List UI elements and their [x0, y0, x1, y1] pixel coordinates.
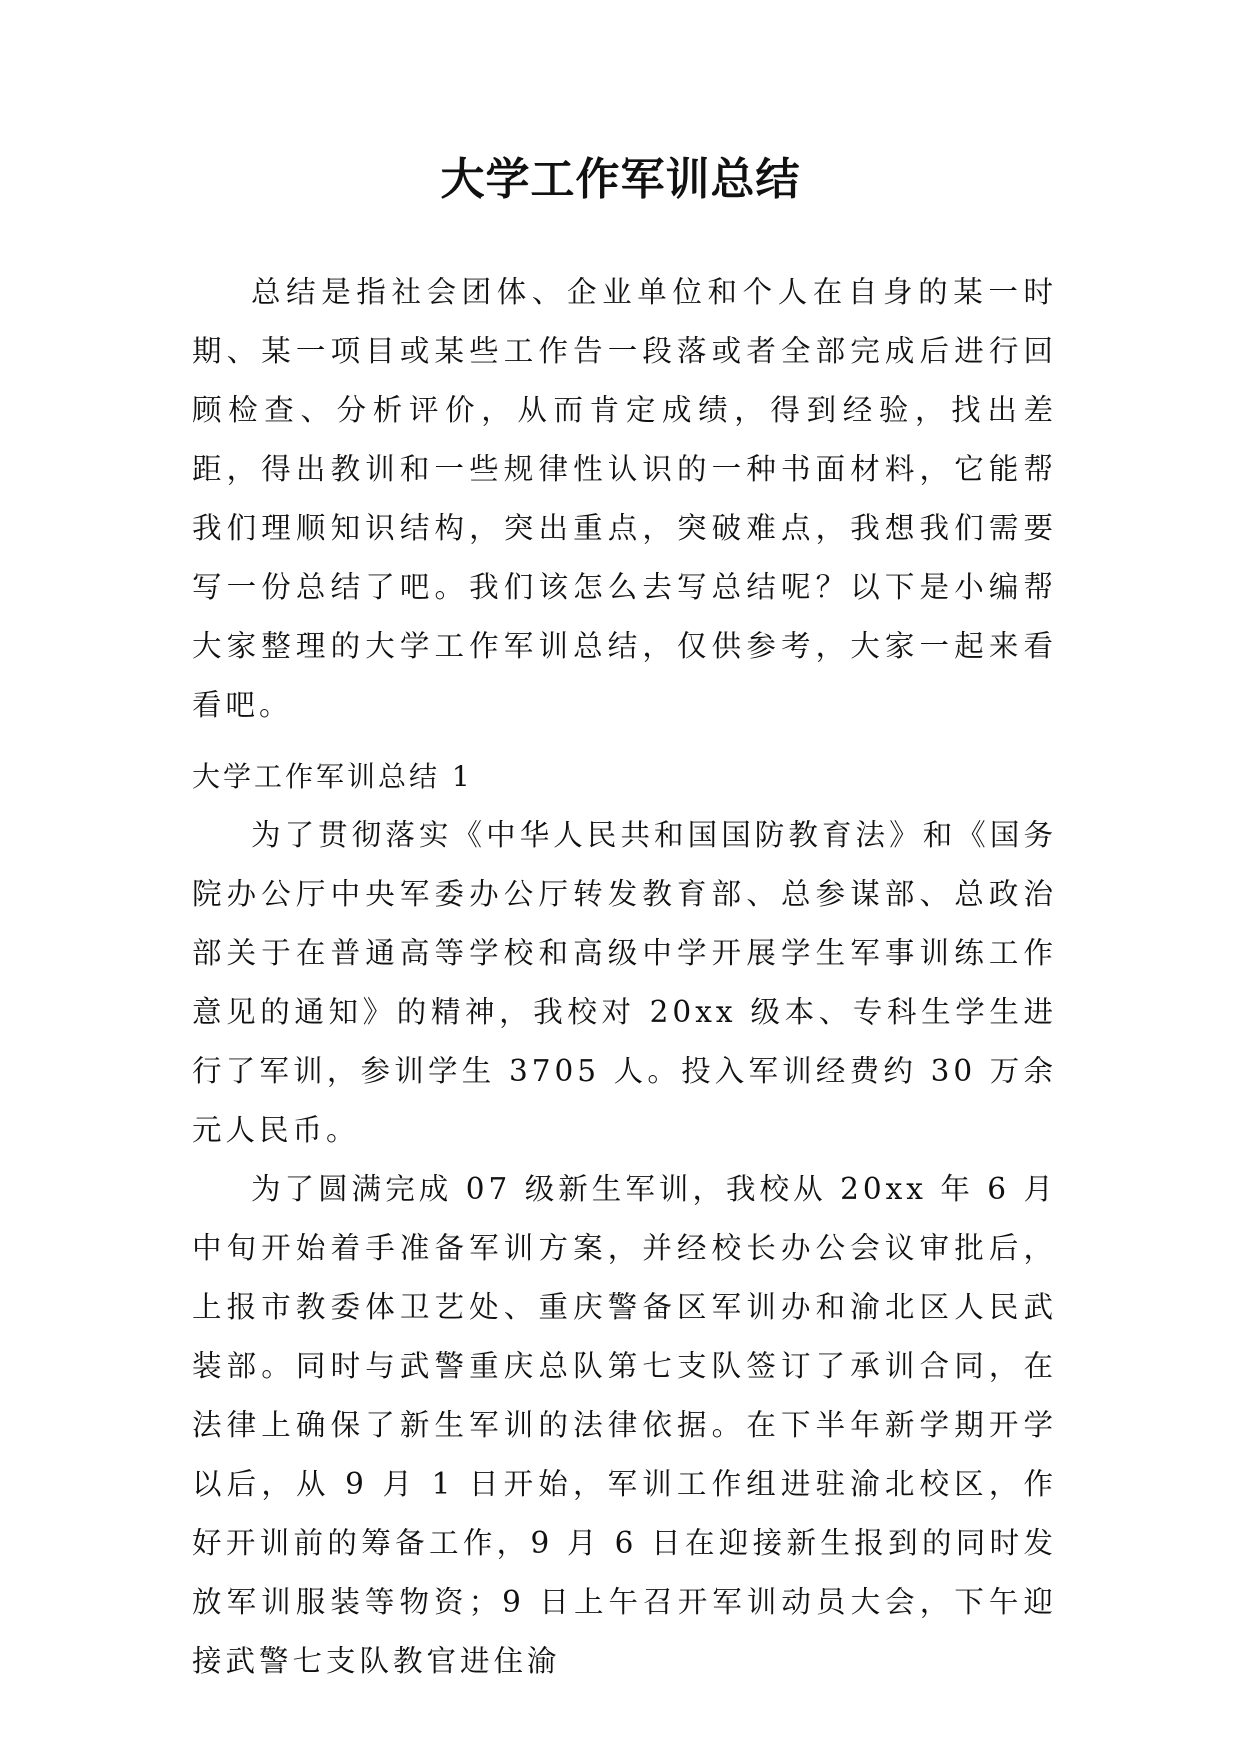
section-paragraph-2: 为了圆满完成 07 级新生军训，我校从 20xx 年 6 月中旬开始着手准备军训方案，并经校长办公会议审批后，上报市教委体卫艺处、重庆警备区军训办和渝北区人民武装部。同时与武警重庆总队第七支队签订了承训合同，在法律上确保了新生军训的法律依据。在下半年新学期开学以后，从 9 月 1 日开始，军训工作组进驻渝北校区，作好开训前的筹备工作，9 月 6 日在迎接新生报到的同时发放军训服装等物资；9 日上午召开军训动员大会，下午迎接武警七支队教官进住渝: [192, 1172, 1057, 1678]
section-heading: 大学工作军训总结 1: [192, 760, 473, 793]
intro-block: [192, 263, 1057, 735]
section-paragraph-1: 为了贯彻落实《中华人民共和国国防教育法》和《国务院办公厅中央军委办公厅转发教育部、总参谋部、总政治部关于在普通高等学校和高级中学开展学生军事训练工作意见的通知》的精神，我校对 20xx 级本、专科生学生进行了军训，参训学生 3705 人。投入军训经费约 30 万余元人民币。: [192, 818, 1057, 1147]
intro-paragraph: 总结是指社会团体、企业单位和个人在自身的某一时期、某一项目或某些工作告一段落或者全部完成后进行回顾检查、分析评价，从而肯定成绩，得到经验，找出差距，得出教训和一些规律性认识的一种书面材料，它能帮我们理顺知识结构，突出重点，突破难点，我想我们需要写一份总结了吧。我们该怎么去写总结呢？以下是小编帮大家整理的大学工作军训总结，仅供参考，大家一起来看看吧。: [192, 275, 1057, 722]
section-1: [192, 747, 1057, 1691]
document-title: 大学工作军训总结: [440, 154, 801, 205]
